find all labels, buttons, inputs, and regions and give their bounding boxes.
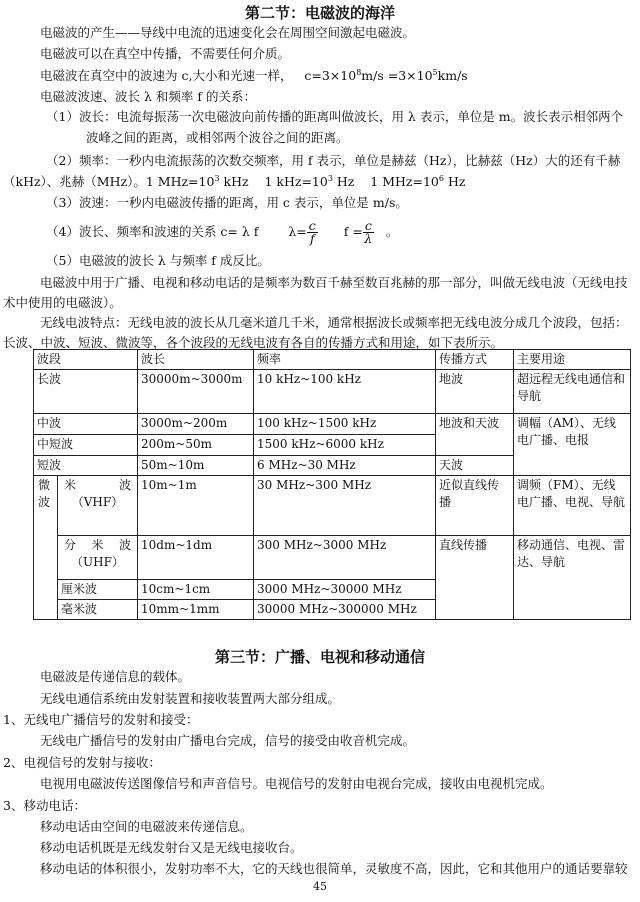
table-row: 中短波 200m~50m 1500 kHz~6000 kHz [34,435,631,456]
microwave-label: 微波 [34,476,58,620]
table-row: 毫米波 10mm~1mm 30000 MHz~300000 MHz [34,600,631,620]
paragraph: 电磁波波速、波长 λ 和频率 f 的关系： [40,89,256,104]
paragraph: 电磁波是传递信息的载体。 [40,669,191,684]
paragraph: 电磁波的产生——导线中电流的迅速变化会在周围空间激起电磁波。 [40,25,416,40]
subheading-tv: 2、电视信号的发射与接收： [3,755,161,770]
item-frequency: （2）频率：一秒内电流振荡的次数交频率，用 f 表示，单位是赫兹（Hz），比赫兹（Hz）大的还有千赫 [46,153,621,168]
fraction: $\frac{c}{\lambda}$ [364,218,373,246]
table-row: 微波 米波 （VHF） 10m~1m 30 MHz~300 MHz 近似直线传播 调频（FM）、无线电广播、电视、导航 [34,476,631,536]
item-wavelength-cont: 波峰之间的距离，或相邻两个波谷之间的距离。 [86,130,349,145]
paragraph: 无线电通信系统由发射装置和接收装置两大部分组成。 [40,691,341,706]
paragraph: 电磁波可以在真空中传播，不需要任何介质。 [40,46,291,61]
header-frequency: 频率 [254,350,436,370]
section2-title: 第二节：电磁波的海洋 [244,4,395,22]
header-mode: 传播方式 [436,350,514,370]
paragraph: 电视用电磁波传送图像信号和声音信号。电视信号的发射由电视台完成，接收由电视机完成。 [40,776,553,791]
paragraph-bands: 无线电波特点：无线电波的波长从几毫米道几千米，通常根据波长或频率把无线电波分成几个波段，包括：长波、中波、短波、微波等，各个波段的无线电波有各自的传播方式和用途，如下表所示。 [3,315,628,350]
page-number: 45 [313,880,327,893]
paragraph: 移动电话机既是无线发射台又是无线电接收台。 [40,840,303,855]
header-wavelength: 波长 [138,350,254,370]
table-row: 厘米波 10cm~1cm 3000 MHz~30000 MHz [34,580,631,600]
table-row: 长波 30000m~3000m 10 kHz~100 kHz 地波 超远程无线电通信和导航 [34,370,631,414]
item-frequency-units: （kHz）、兆赫（MHz）。1 $MHz=10^3$ kHz 1 $kHz=10^3$ Hz 1 $MHz=10^6$ Hz [3,173,466,189]
table-row: 分米波 （UHF） 10dm~1dm 300 MHz~3000 MHz 直线传播 移动通信、电视、雷达、导航 [34,536,631,580]
paragraph-radio-waves: 电磁波中用于广播、电视和移动电话的是频率为数百千赫至数百兆赫的那一部分，叫做无线电波（无线电技术中使用的电磁波）。 [3,275,628,310]
subheading-mobile: 3、移动电话： [3,798,86,813]
paragraph: 无线电广播信号的发射由广播电台完成，信号的接受由收音机完成。 [40,733,416,748]
table-header-row [34,350,631,370]
header-use: 主要用途 [514,350,631,370]
table-row: 短波 50m~10m 6 MHz~30 MHz 天波 [34,456,631,476]
item-wavelength: （1）波长：电流每振荡一次电磁波向前传播的距离叫做波长，用 λ 表示，单位是 m。波长表示相邻两个 [46,109,624,124]
item-inverse: （5）电磁波的波长 λ 与频率 f 成反比。 [46,253,270,268]
item-speed: （3）波速：一秒内电磁波传播的距离，用 c 表示，单位是 m/s。 [46,195,408,210]
paragraph: 移动电话的体积很小，发射功率不大，它的天线也很简单，灵敏度不高，因此，它和其他用户的通话要靠较 [40,861,628,876]
section3-title: 第三节：广播、电视和移动通信 [214,648,425,666]
subheading-broadcast: 1、无线电广播信号的发射和接受： [3,712,199,727]
paragraph: 移动电话由空间的电磁波来传递信息。 [40,819,253,834]
table-row: 中波 3000m~200m 100 kHz~1500 kHz 地波和天波 调幅（AM）、无线电广播、电报 [34,414,631,435]
paragraph-wave-speed: 电磁波在真空中的波速为 c,大小和光速一样， $c=3\times 10^8m/s =3\times 10^5km/s$ [40,67,468,83]
item-relation: （4）波长、频率和波速的关系 c= λ f λ= $\frac{c}{f}$ f = $\frac{c}{\lambda}$ 。 [46,218,399,246]
radio-bands-table [33,349,631,620]
fraction: $\frac{c}{f}$ [308,218,316,246]
header-band: 波段 [34,350,138,370]
